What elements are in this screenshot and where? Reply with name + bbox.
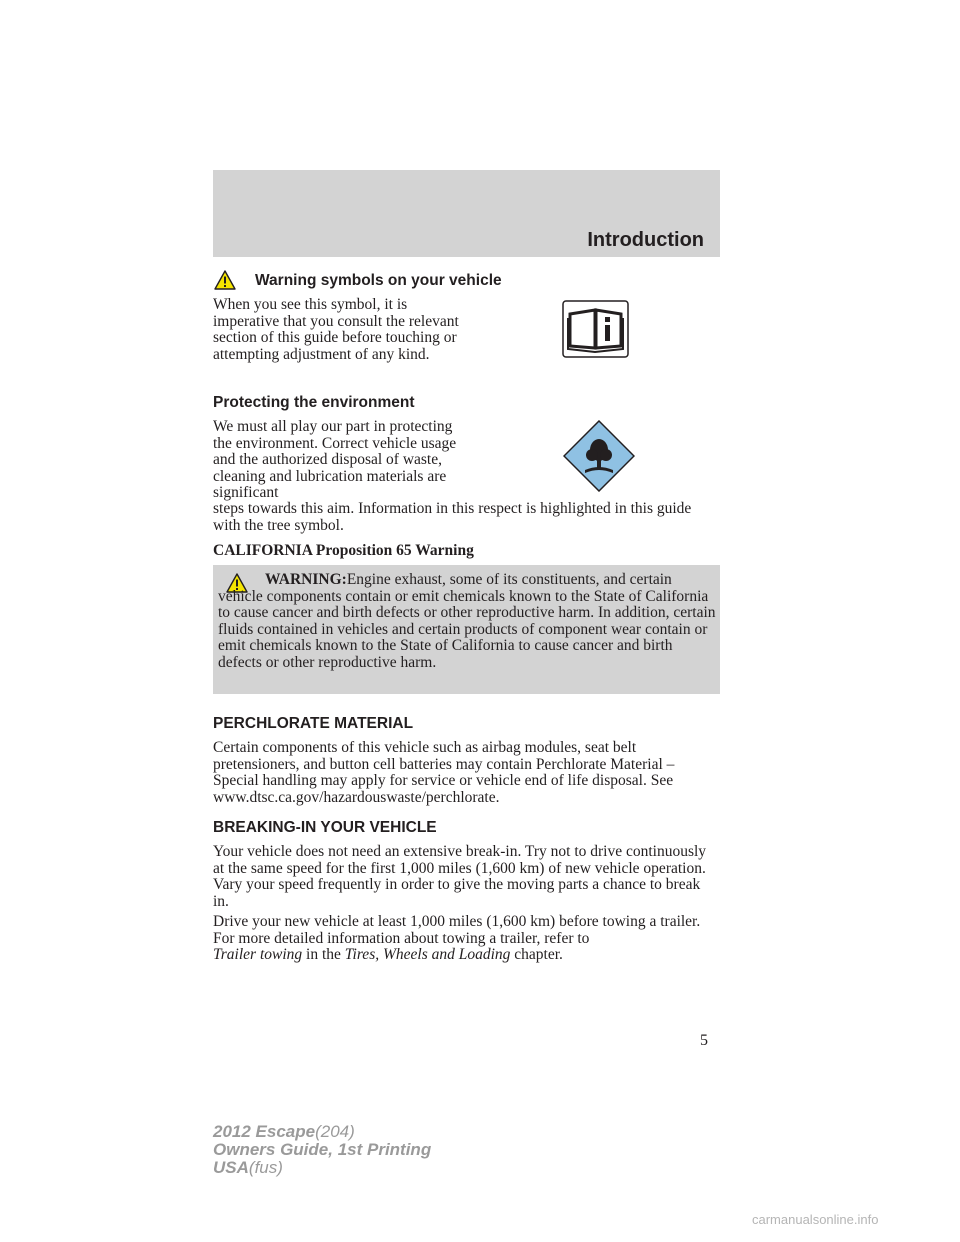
tree-environment-icon [563,420,635,492]
warning-triangle-icon [214,270,236,290]
prop65-heading: CALIFORNIA Proposition 65 Warning [213,542,474,559]
tires-chapter-ref: Tires, Wheels and Loading [344,946,511,963]
trailer-towing-ref: Trailer towing [213,946,303,963]
page-section-title: Introduction [587,229,704,251]
breakin-para2 [213,914,720,964]
perchlorate-heading: PERCHLORATE MATERIAL [213,715,414,732]
breakin-para1: Your vehicle does not need an extensive break-in. Try not to drive continuously at the same speed for the first 1,000 miles (1,600 km) of new vehicle operation. Vary your speed frequently in order to give the moving parts a chance to break in. [213,843,707,910]
breakin-para2-start: Drive your new vehicle at least 1,000 miles (1,600 km) before towing a trailer. For more detailed information about towing a trailer, refer to [213,913,701,947]
page-number: 5 [700,1032,708,1049]
environment-heading: Protecting the environment [213,394,415,411]
environment-body-full: steps towards this aim. Information in this respect is highlighted in this guide with the tree symbol. [213,500,692,534]
footer-model: 2012 Escape [213,1122,316,1141]
breakin-para2-end: chapter. [510,946,563,963]
footer-market: USA [213,1158,249,1177]
breakin-heading: BREAKING-IN YOUR VEHICLE [213,819,437,836]
footer-printing: Owners Guide, 1st Printing [213,1140,432,1159]
footer-model-code: (204) [315,1122,355,1141]
symbols-heading: Warning symbols on your vehicle [255,272,502,289]
prop65-warning-text [218,572,716,671]
footer-market-code: (fus) [248,1158,283,1177]
header-band [213,170,720,257]
breakin-para2-mid: in the [302,946,345,963]
watermark: carmanualsonline.info [752,1212,879,1227]
warning-body: Engine exhaust, some of its constituents, and certain vehicle components contain or emit chemicals known to the State of California to cause cancer and birth defects or other reproductive harm. In addition, certain fluids contained in vehicles and certain products of component wear contain or emit chemicals known to the State of California to cause cancer and birth defects or other reproductive harm. [218,571,716,671]
perchlorate-body: Certain components of this vehicle such as airbag modules, seat belt pretensioners, and button cell batteries may contain Perchlorate Material – Special handling may apply for service or vehicle end of life disposal. See www.dtsc.ca.gov/hazardouswaste/perchlorate. [213,739,675,806]
symbols-body: When you see this symbol, it is imperative that you consult the relevant section of this guide before touching or attempting adjustment of any kind. [213,296,459,363]
environment-body-wrapped: We must all play our part in protecting the environment. Correct vehicle usage and the authorized disposal of waste, cleaning and lubrication materials are significant [213,418,457,501]
footer-print-info [213,1123,431,1177]
prop65-warning-box [213,565,720,694]
warning-label: WARNING: [265,571,347,588]
owners-manual-icon [562,300,629,358]
